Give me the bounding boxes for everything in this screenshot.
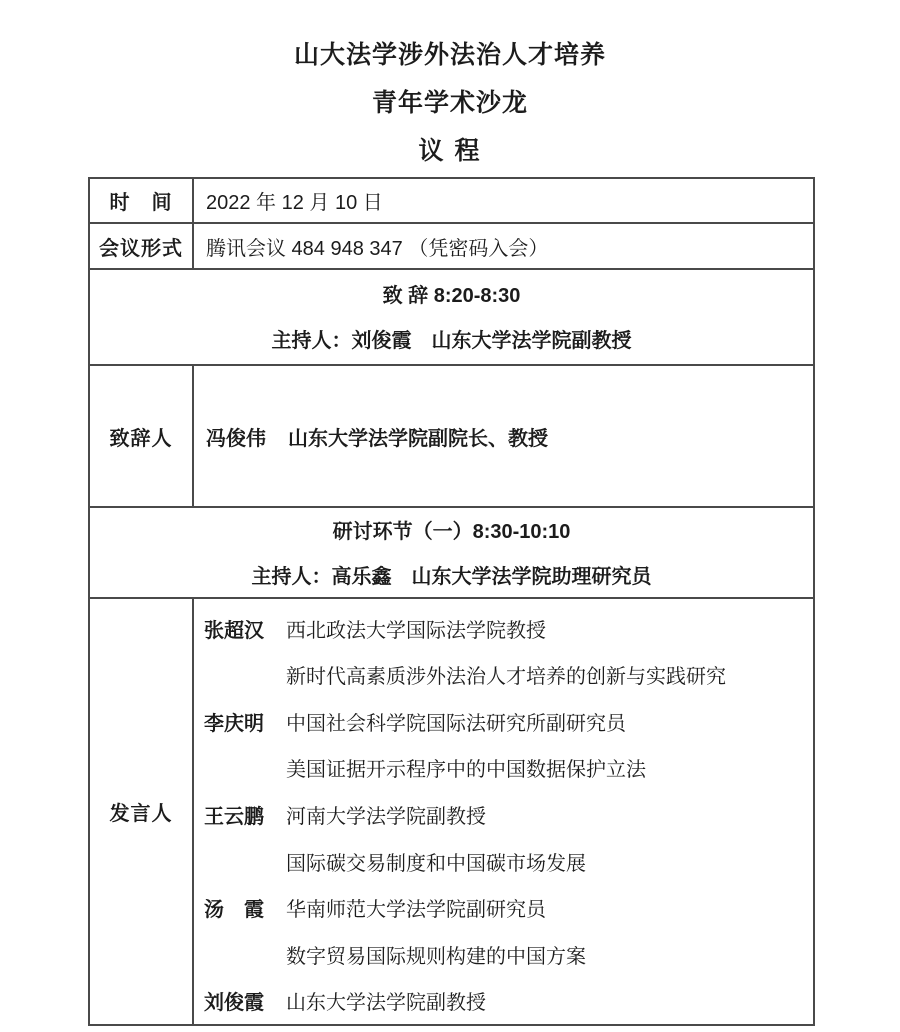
table-row-speakers: [90, 599, 813, 1024]
opening-session-cell: [90, 270, 813, 364]
speaker-name: 刘俊霞: [204, 992, 264, 1015]
speaker-row: [204, 698, 805, 745]
table-row-opening-session: [90, 270, 813, 366]
opening-session-title: 致 辞 8:20-8:30: [382, 285, 521, 307]
speaker-row: [204, 605, 805, 652]
table-row-session1: [90, 508, 813, 599]
table-row-meeting-format: [90, 224, 813, 270]
time-label: 时 间: [90, 179, 194, 222]
speaker-affiliation: 中国社会科学院国际法研究所副研究员: [286, 712, 626, 735]
speaker-topic: 新时代高素质涉外法治人才培养的创新与实践研究: [286, 666, 726, 689]
session1-host: 主持人：高乐鑫 山东大学法学院助理研究员: [251, 565, 652, 588]
opening-session-host: 主持人：刘俊霞 山东大学法学院副教授: [271, 330, 632, 352]
greeter-value: [194, 366, 813, 506]
page-title-agenda: 议 程: [418, 137, 482, 165]
speakers-list: [194, 599, 813, 1024]
time-value: 2022 年 12 月 10 日: [206, 192, 383, 214]
speaker-name: 张超汉: [204, 619, 264, 642]
speaker-affiliation: 山东大学法学院副教授: [286, 992, 486, 1015]
greeter-label: 致辞人: [90, 366, 194, 506]
speaker-name: 李庆明: [204, 712, 264, 735]
speaker-topic: 数字贸易国际规则构建的中国方案: [286, 945, 586, 968]
table-row-greeter: [90, 366, 813, 508]
greeter-name: 冯俊伟: [206, 427, 266, 450]
speaker-name: 王云鹏: [204, 806, 264, 829]
speaker-affiliation: 华南师范大学法学院副研究员: [286, 899, 546, 922]
meeting-format-label: 会议形式: [90, 224, 194, 268]
speakers-label: 发言人: [90, 599, 194, 1024]
greeter-affiliation: 山东大学法学院副院长、教授: [288, 427, 548, 450]
session1-cell: [90, 508, 813, 597]
speaker-row: [204, 884, 805, 931]
page-title-line2: 青年学术沙龙: [371, 89, 528, 117]
meeting-format-value: 腾讯会议 484 948 347 （凭密码入会）: [206, 237, 549, 260]
page-title-line1: 山大法学涉外法治人才培养: [293, 41, 606, 69]
agenda-table: [88, 177, 815, 1026]
speaker-row: [204, 978, 805, 1025]
speaker-name: 汤 霞: [204, 899, 264, 922]
speaker-row: [204, 791, 805, 838]
table-row-time: [90, 179, 813, 224]
session1-title: 研讨环节（一）8:30-10:10: [332, 520, 571, 543]
speaker-affiliation: 河南大学法学院副教授: [286, 806, 486, 829]
speaker-topic: 国际碳交易制度和中国碳市场发展: [286, 852, 586, 875]
speaker-affiliation: 西北政法大学国际法学院教授: [286, 619, 546, 642]
speaker-topic: 美国证据开示程序中的中国数据保护立法: [286, 759, 646, 782]
